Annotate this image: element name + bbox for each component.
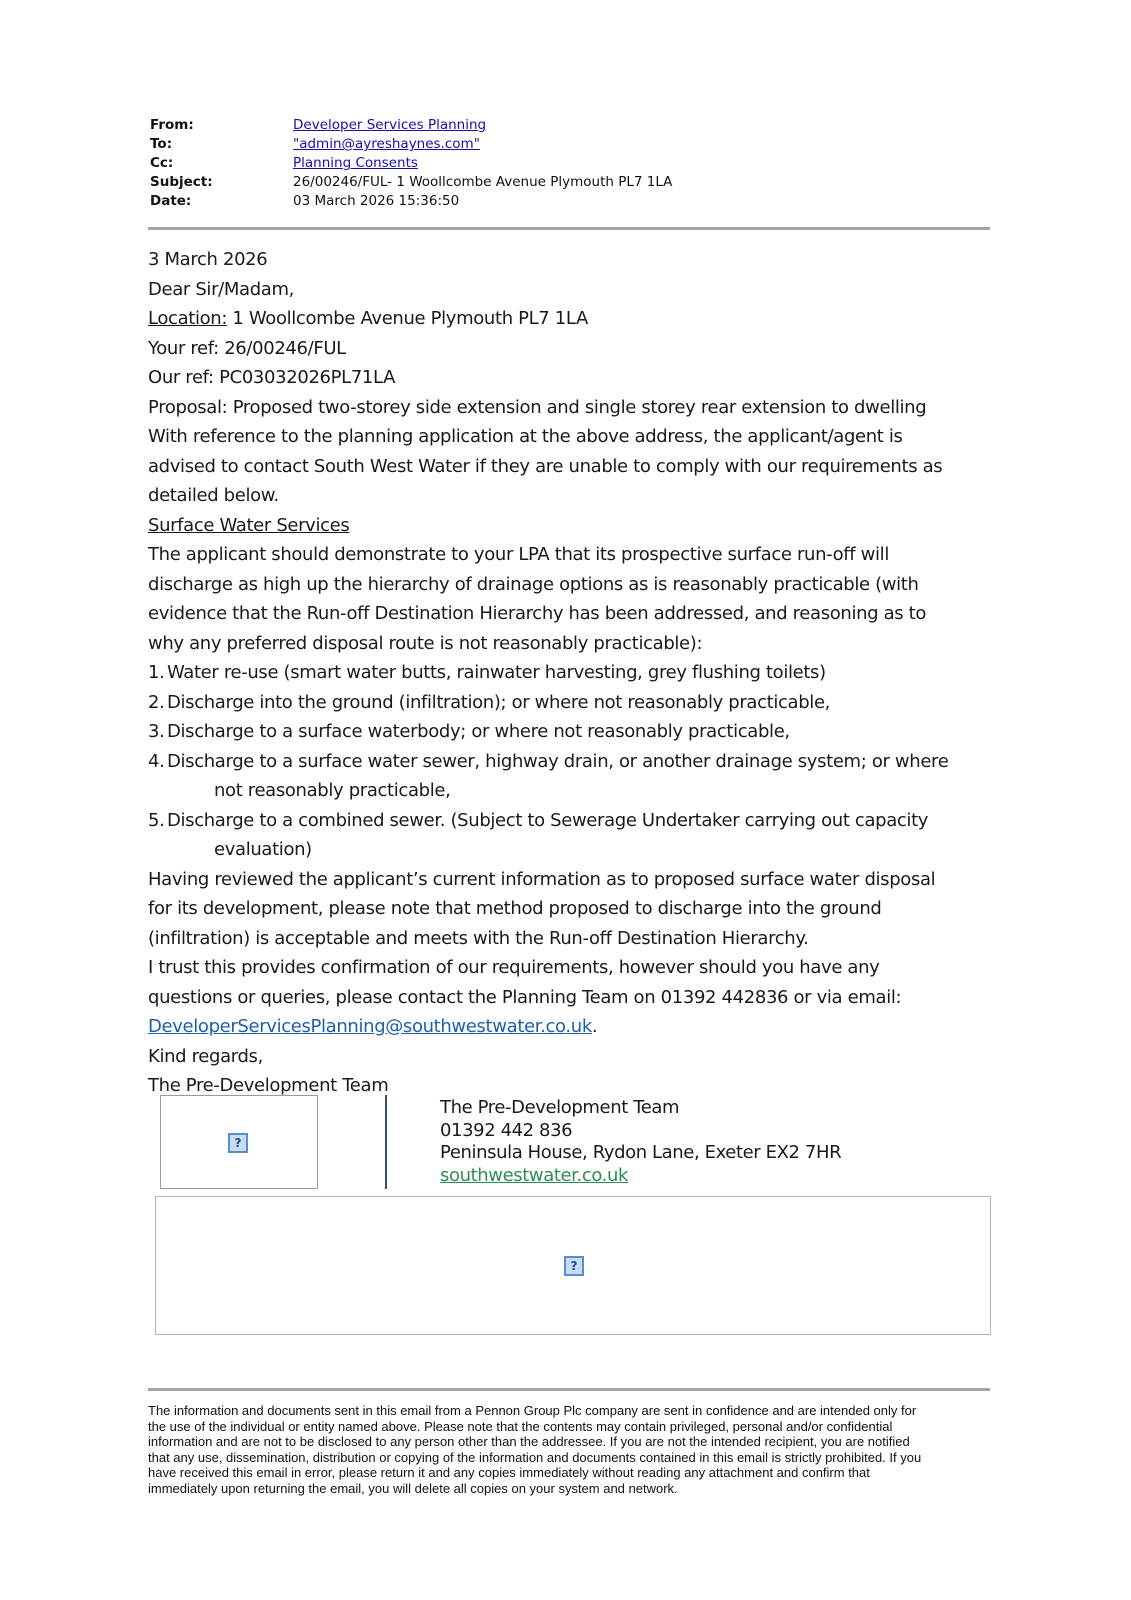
list-item bbox=[148, 717, 993, 747]
our-ref: Our ref: PC03032026PL71LA bbox=[148, 367, 396, 388]
email-line bbox=[148, 1012, 993, 1042]
list-number: 3. bbox=[148, 721, 165, 742]
list-continuation: not reasonably practicable, bbox=[214, 780, 451, 801]
list-item bbox=[148, 747, 993, 777]
date-value: 03 March 2026 15:36:50 bbox=[293, 193, 460, 209]
letter-date: 3 March 2026 bbox=[148, 249, 268, 270]
cc-label: Cc: bbox=[150, 155, 174, 171]
para1-line: evidence that the Run-off Destination Hierarchy has been addressed, and reasoning as to bbox=[148, 603, 927, 624]
header-divider bbox=[148, 227, 990, 230]
para3-line: I trust this provides confirmation of our requirements, however should you have any bbox=[148, 957, 880, 978]
para3-line: questions or queries, please contact the Planning Team on 01392 442836 or via email: bbox=[148, 986, 902, 1008]
from-link[interactable]: Developer Services Planning bbox=[293, 117, 487, 133]
broken-image-icon: ? bbox=[564, 1256, 584, 1276]
signature-logo-placeholder bbox=[160, 1095, 318, 1189]
para1-line: discharge as high up the hierarchy of drainage options as is reasonably practicable (with bbox=[148, 573, 919, 595]
list-text: Discharge into the ground (infiltration); or where not reasonably practicable, bbox=[167, 691, 831, 713]
intro-line: advised to contact South West Water if they are unable to comply with our requirements as bbox=[148, 455, 943, 477]
para2-line: for its development, please note that method proposed to discharge into the ground bbox=[148, 898, 882, 919]
date-row bbox=[150, 192, 990, 211]
location-line bbox=[148, 304, 993, 334]
cc-row bbox=[150, 154, 990, 173]
list-item bbox=[148, 658, 993, 688]
subject-label: Subject: bbox=[150, 174, 213, 190]
subject-row bbox=[150, 173, 990, 192]
to-link[interactable]: "admin@ayreshaynes.com" bbox=[293, 136, 480, 152]
proposal: Proposal: Proposed two-storey side extension and single storey rear extension to dwelling bbox=[148, 396, 927, 418]
email-link[interactable]: DeveloperServicesPlanning@southwestwater.co.uk bbox=[148, 1016, 592, 1037]
email-suffix: . bbox=[591, 1016, 598, 1037]
signature-phone: 01392 442 836 bbox=[440, 1119, 573, 1141]
email-header bbox=[150, 116, 990, 211]
list-number: 5. bbox=[148, 809, 165, 831]
greeting: Dear Sir/Madam, bbox=[148, 278, 295, 300]
list-text: Discharge to a combined sewer. (Subject to Sewerage Undertaker carrying out capacity bbox=[167, 809, 929, 831]
subject-value: 26/00246/FUL- 1 Woollcombe Avenue Plymouth PL7 1LA bbox=[293, 174, 673, 190]
list-text: Discharge to a surface waterbody; or where not reasonably practicable, bbox=[167, 721, 790, 742]
disclaimer-line: have received this email in error, please return it and any copies immediately without reading any attachment and confirm that bbox=[148, 1465, 870, 1480]
para1-line: The applicant should demonstrate to your LPA that its prospective surface run-off will bbox=[148, 544, 889, 565]
disclaimer-line: the use of the individual or entity named above. Please note that the contents may contain privileged, personal and/or confidential bbox=[148, 1418, 893, 1434]
list-text: Discharge to a surface water sewer, highway drain, or another drainage system; or where bbox=[167, 750, 949, 772]
disclaimer-line: immediately upon returning the email, you will delete all copies on your system and network. bbox=[148, 1480, 678, 1496]
disclaimer-line: that any use, dissemination, distribution or copying of the information and documents contained in this email is strictly prohibited. If you bbox=[148, 1449, 922, 1465]
disclaimer-line: The information and documents sent in this email from a Pennon Group Plc company are sent in confidence and are intended only for bbox=[148, 1403, 917, 1418]
cc-link[interactable]: Planning Consents bbox=[293, 155, 418, 171]
para2-line: (infiltration) is acceptable and meets with the Run-off Destination Hierarchy. bbox=[148, 927, 809, 949]
intro-line: With reference to the planning application at the above address, the applicant/agent is bbox=[148, 426, 903, 447]
list-continuation: evaluation) bbox=[214, 839, 312, 860]
team-name: The Pre-Development Team bbox=[148, 1075, 389, 1096]
from-row bbox=[150, 116, 990, 135]
signoff: Kind regards, bbox=[148, 1045, 263, 1067]
your-ref: Your ref: 26/00246/FUL bbox=[148, 337, 346, 359]
signature-address: Peninsula House, Rydon Lane, Exeter EX2 7HR bbox=[440, 1142, 842, 1163]
para1-line: why any preferred disposal route is not reasonably practicable): bbox=[148, 632, 703, 654]
signature-website-link[interactable]: southwestwater.co.uk bbox=[440, 1164, 628, 1186]
letter-body bbox=[148, 245, 993, 1101]
signature-banner-placeholder bbox=[155, 1196, 991, 1335]
disclaimer bbox=[148, 1403, 988, 1496]
para2-line: Having reviewed the applicant’s current information as to proposed surface water disposal bbox=[148, 868, 936, 890]
disclaimer-divider bbox=[148, 1388, 990, 1391]
list-text: Water re-use (smart water butts, rainwater harvesting, grey flushing toilets) bbox=[167, 662, 826, 683]
to-label: To: bbox=[150, 136, 173, 152]
signature-divider bbox=[385, 1095, 387, 1189]
list-number: 2. bbox=[148, 691, 165, 713]
intro-line: detailed below. bbox=[148, 485, 279, 506]
list-number: 4. bbox=[148, 750, 165, 772]
signature-name: The Pre-Development Team bbox=[440, 1097, 680, 1118]
section-heading: Surface Water Services bbox=[148, 514, 350, 536]
disclaimer-line: information and are not to be disclosed to any person other than the addressee. If you are not the intended recipient, you are notified bbox=[148, 1434, 910, 1449]
to-row bbox=[150, 135, 990, 154]
date-label: Date: bbox=[150, 193, 192, 209]
signature-details bbox=[440, 1097, 841, 1187]
location-value: 1 Woollcombe Avenue Plymouth PL7 1LA bbox=[227, 308, 588, 329]
list-number: 1. bbox=[148, 662, 165, 683]
list-item bbox=[148, 688, 993, 718]
broken-image-icon: ? bbox=[228, 1133, 248, 1153]
from-label: From: bbox=[150, 117, 194, 133]
location-label: Location: bbox=[148, 308, 228, 329]
list-item bbox=[148, 806, 993, 836]
